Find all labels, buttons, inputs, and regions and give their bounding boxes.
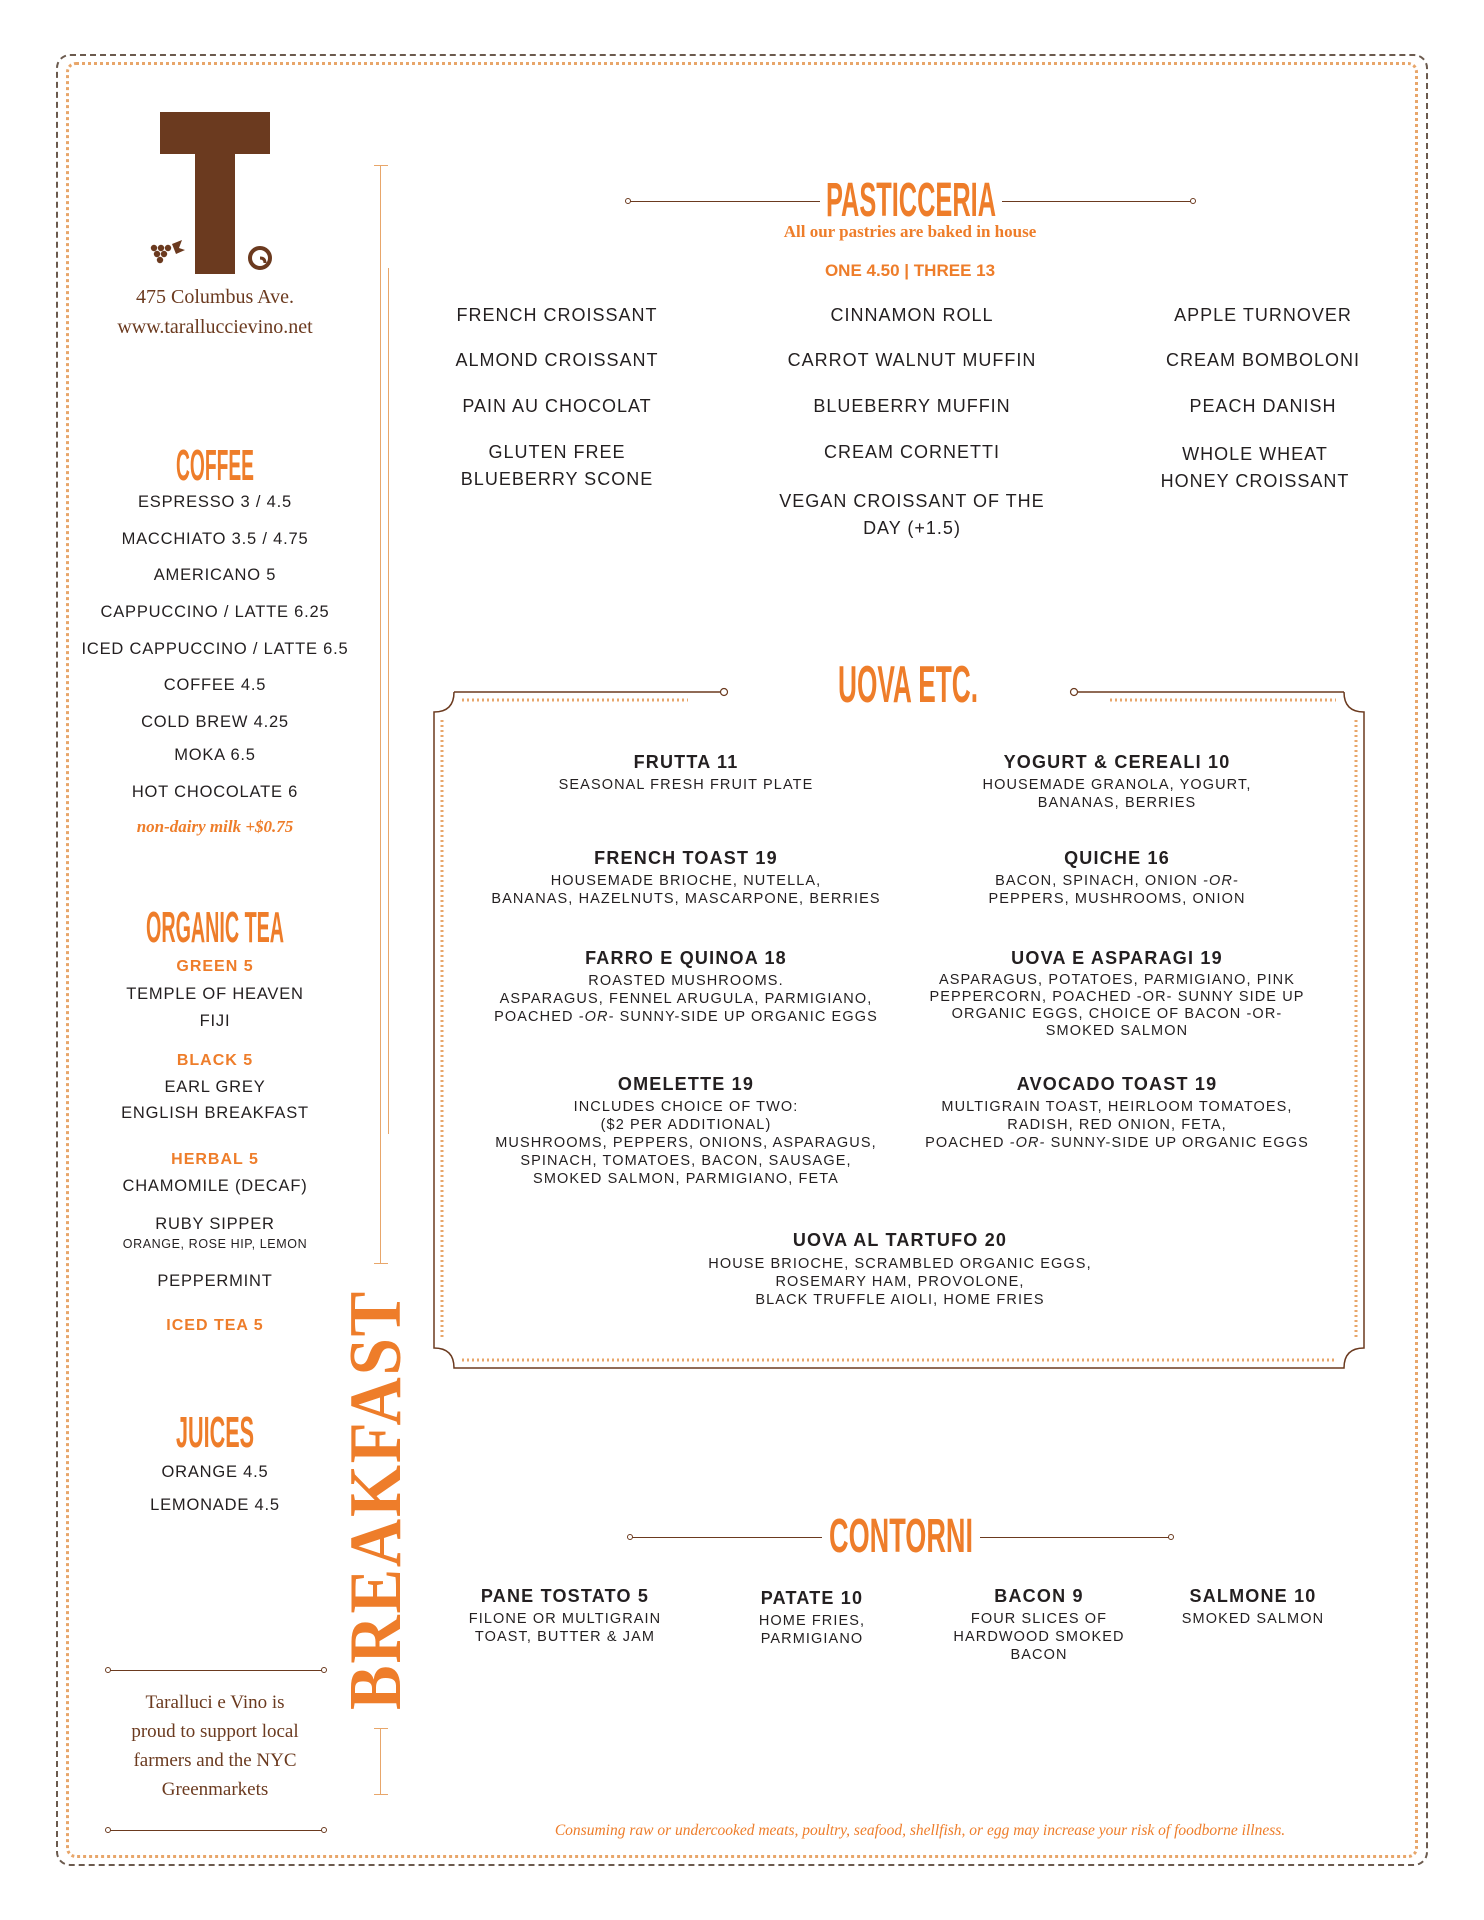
pastry-item: CINNAMON ROLL	[830, 305, 994, 325]
svg-text:CONTORNI: CONTORNI	[829, 1510, 973, 1563]
menu-item: FIJI	[199, 1012, 231, 1030]
support-note: Taralluci e Vino is proud to support local farmers and the NYC Greenmarkets	[131, 1692, 299, 1800]
pastry-item: CARROT WALNUT MUFFIN	[787, 350, 1037, 370]
menu-item: ICED CAPPUCCINO / LATTE 6.5	[81, 640, 349, 658]
menu-item-pane: PANE TOSTATO 5 FILONE OR MULTIGRAIN TOAST, BUTTER & JAM	[468, 1586, 662, 1645]
menu-item: ENGLISH BREAKFAST	[121, 1104, 309, 1122]
pastry-item: BLUEBERRY MUFFIN	[813, 396, 1011, 416]
breakfast-vertical-title	[332, 1245, 418, 1710]
menu-item: LEMONADE 4.5	[150, 1496, 280, 1514]
menu-item: CAPPUCCINO / LATTE 6.25	[100, 603, 330, 621]
website-link[interactable]: www.taralluccievino.net	[117, 316, 313, 338]
menu-item: MACCHIATO 3.5 / 4.75	[121, 530, 309, 548]
pastry-item: PEACH DANISH	[1189, 396, 1337, 416]
menu-item: COLD BREW 4.25	[141, 713, 289, 731]
divider-line	[388, 268, 389, 1134]
pasticceria-price: ONE 4.50 | THREE 13	[824, 261, 996, 280]
menu-item-asparagi: UOVA E ASPARAGI 19 ASPARAGUS, POTATOES, PARMIGIANO, PINK PEPPERCORN, POACHED -OR- SUNNY SIDE UP ORGANIC EGGS, CHOICE OF BACON -OR- SMOKED SALMON	[929, 948, 1305, 1039]
divider-line	[380, 1728, 381, 1794]
menu-item: MOKA 6.5	[174, 746, 256, 764]
menu-item: EARL GREY	[164, 1078, 266, 1096]
menu-item: HOT CHOCOLATE 6	[131, 783, 299, 801]
menu-item-desc: ORANGE, ROSE HIP, LEMON	[122, 1237, 308, 1251]
pastry-item: HONEY CROISSANT	[1160, 471, 1350, 491]
svg-text:COFFEE: COFFEE	[176, 441, 254, 490]
menu-item: ESPRESSO 3 / 4.5	[137, 493, 293, 511]
address: 475 Columbus Ave.	[136, 286, 294, 308]
menu-item-patate: PATATE 10 HOME FRIES, PARMIGIANO	[758, 1588, 866, 1647]
menu-item-salmone: SALMONE 10 SMOKED SALMON	[1181, 1586, 1325, 1627]
pastry-item: WHOLE WHEAT	[1182, 444, 1328, 464]
tea-heading	[70, 900, 360, 950]
non-dairy-note: non-dairy milk +$0.75	[136, 817, 294, 836]
pastry-item: ALMOND CROISSANT	[455, 350, 659, 370]
menu-item: CHAMOMILE (DECAF)	[122, 1177, 308, 1195]
menu-item: RUBY SIPPER	[155, 1215, 275, 1233]
menu-item: COFFEE 4.5	[163, 676, 267, 694]
pastry-item: DAY (+1.5)	[863, 518, 961, 538]
divider-line	[380, 165, 381, 1263]
pastry-item: APPLE TURNOVER	[1174, 305, 1352, 325]
menu-item-yogurt: YOGURT & CEREALI 10 HOUSEMADE GRANOLA, YOGURT, BANANAS, BERRIES	[982, 752, 1252, 811]
svg-text:UOVA ETC.: UOVA ETC.	[838, 656, 978, 714]
pastry-item: PAIN AU CHOCOLAT	[462, 396, 652, 416]
pastry-item: FRENCH CROISSANT	[456, 305, 658, 325]
pasticceria-heading	[820, 168, 1002, 226]
svg-text:PASTICCERIA: PASTICCERIA	[826, 174, 996, 227]
menu-item-omelette: OMELETTE 19 INCLUDES CHOICE OF TWO: ($2 PER ADDITIONAL) MUSHROOMS, PEPPERS, ONIONS, ASPARAGUS, SPINACH, TOMATOES, BACON, SAUSAGE, SMOKED SALMON, PARMIGIANO, FETA	[495, 1074, 877, 1187]
tea-green-label: GREEN 5	[176, 958, 254, 975]
pastry-item: CREAM CORNETTI	[824, 442, 1000, 462]
menu-item-bacon: BACON 9 FOUR SLICES OF HARDWOOD SMOKED BACON	[953, 1586, 1125, 1663]
breakfast-title-text: BREAKFAST	[335, 1245, 417, 1710]
coffee-heading	[70, 438, 360, 488]
menu-item-quiche: QUICHE 16 BACON, SPINACH, ONION -OR- PEPPERS, MUSHROOMS, ONION	[988, 848, 1246, 907]
menu-item-farro: FARRO E QUINOA 18 ROASTED MUSHROOMS. ASPARAGUS, FENNEL ARUGULA, PARMIGIANO, POACHED -OR- SUNNY-SIDE UP ORGANIC EGGS	[494, 948, 878, 1025]
menu-item: PEPPERMINT	[157, 1272, 273, 1290]
menu-item: ORANGE 4.5	[161, 1463, 269, 1481]
pastry-item: CREAM BOMBOLONI	[1165, 350, 1361, 370]
grapes-icon	[148, 238, 188, 274]
pastry-item: BLUEBERRY SCONE	[460, 469, 654, 489]
svg-text:ORGANIC TEA: ORGANIC TEA	[146, 903, 284, 952]
tea-herbal-label: HERBAL 5	[171, 1151, 259, 1168]
menu-item-tartufo: UOVA AL TARTUFO 20 HOUSE BRIOCHE, SCRAMBLED ORGANIC EGGS, ROSEMARY HAM, PROVOLONE, BLACK TRUFFLE AIOLI, HOME FRIES	[708, 1230, 1092, 1308]
food-safety-disclaimer: Consuming raw or undercooked meats, poultry, seafood, shellfish, or egg may increase your risk of foodborne illness.	[554, 1822, 1286, 1839]
pastry-item: VEGAN CROISSANT OF THE	[779, 491, 1045, 511]
menu-item-frutta: FRUTTA 11 SEASONAL FRESH FRUIT PLATE	[558, 752, 814, 793]
menu-item: TEMPLE OF HEAVEN	[126, 985, 304, 1003]
pasticceria-subtitle: All our pastries are baked in house	[783, 222, 1037, 241]
pastry-item: GLUTEN FREE	[488, 442, 626, 462]
juices-heading	[70, 1405, 360, 1455]
menu-item: AMERICANO 5	[153, 566, 277, 584]
menu-item-french-toast: FRENCH TOAST 19 HOUSEMADE BRIOCHE, NUTELLA, BANANAS, HAZELNUTS, MASCARPONE, BERRIES	[491, 848, 881, 907]
iced-tea-label: ICED TEA 5	[166, 1317, 264, 1334]
tea-black-label: BLACK 5	[176, 1052, 254, 1069]
contorni-heading	[822, 1504, 980, 1562]
svg-text:JUICES: JUICES	[176, 1408, 254, 1457]
uova-heading	[830, 652, 986, 712]
menu-item-avocado: AVOCADO TOAST 19 MULTIGRAIN TOAST, HEIRLOOM TOMATOES, RADISH, RED ONION, FETA, POACHED -OR- SUNNY-SIDE UP ORGANIC EGGS	[925, 1074, 1309, 1151]
